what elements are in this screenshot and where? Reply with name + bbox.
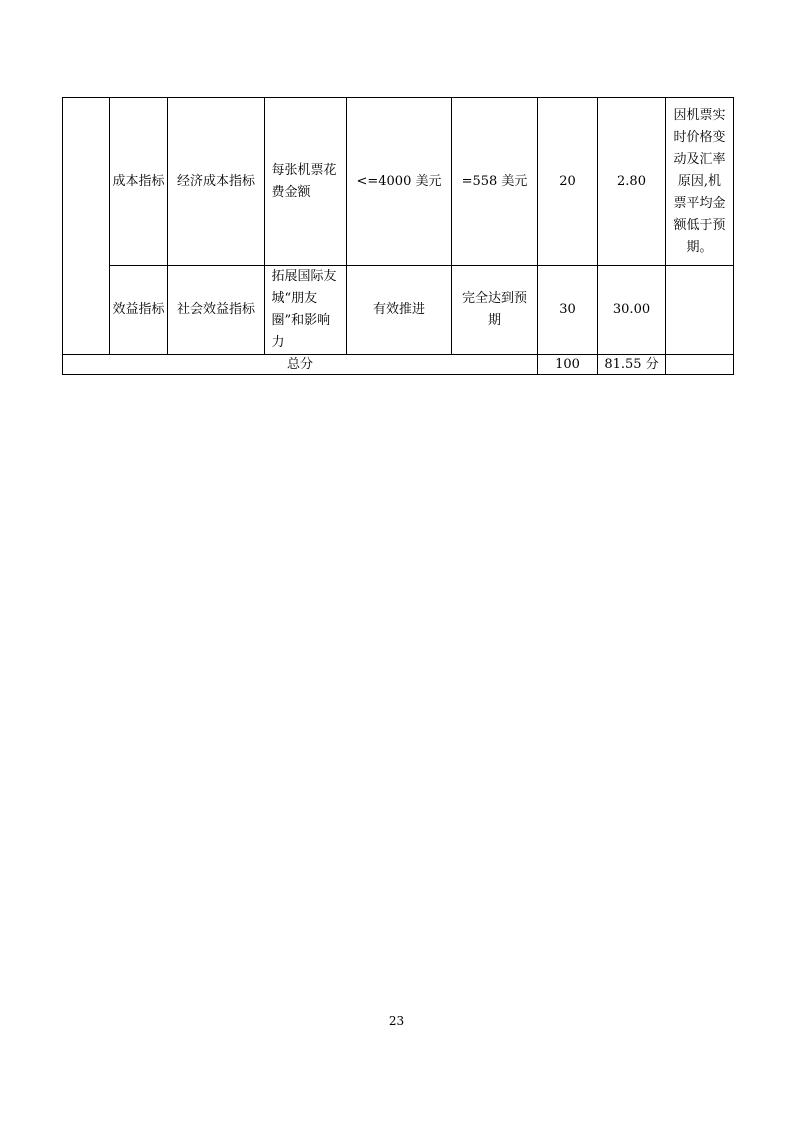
- level1-cell: [63, 98, 110, 355]
- level2-cell: 成本指标: [110, 98, 168, 266]
- total-score-cell: 81.55 分: [598, 355, 666, 375]
- actual-cell: 完全达到预期: [452, 266, 538, 355]
- level3-cell: 社会效益指标: [168, 266, 265, 355]
- target-cell: <=4000 美元: [347, 98, 452, 266]
- performance-table: [62, 97, 734, 375]
- table-row: [63, 98, 734, 266]
- weight-cell: 20: [538, 98, 598, 266]
- actual-cell: =558 美元: [452, 98, 538, 266]
- indicator-cell: 每张机票花费金额: [265, 98, 347, 266]
- page-number: 23: [388, 1014, 405, 1028]
- total-weight-cell: 100: [538, 355, 598, 375]
- total-remark-cell: [666, 355, 734, 375]
- remark-cell: 因机票实时价格变动及汇率原因,机票平均金额低于预期。: [666, 98, 734, 266]
- indicator-cell: 拓展国际友城“朋友圈”和影响力: [265, 266, 347, 355]
- level2-cell: 效益指标: [110, 266, 168, 355]
- total-row: [63, 355, 734, 375]
- table-row: [63, 266, 734, 355]
- remark-cell: [666, 266, 734, 355]
- level3-cell: 经济成本指标: [168, 98, 265, 266]
- weight-cell: 30: [538, 266, 598, 355]
- total-label-cell: 总分: [63, 355, 538, 375]
- score-cell: 2.80: [598, 98, 666, 266]
- target-cell: 有效推进: [347, 266, 452, 355]
- score-cell: 30.00: [598, 266, 666, 355]
